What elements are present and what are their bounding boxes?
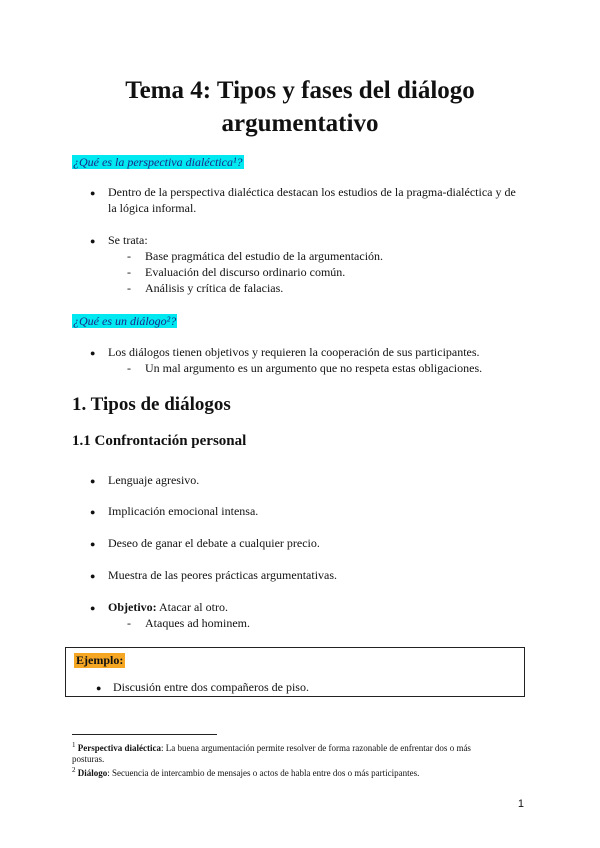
- bullet-icon: ●: [90, 539, 96, 549]
- footnote-divider: [72, 734, 217, 735]
- bullet-icon: ●: [90, 188, 96, 198]
- bullet-icon: ●: [90, 571, 96, 581]
- question-heading-2: ¿Qué es un diálogo²?: [73, 314, 177, 328]
- question-heading-1: ¿Qué es la perspectiva dialéctica¹?: [73, 155, 243, 169]
- page-title: Tema 4: Tipos y fases del diálogo argumentativo: [125, 77, 475, 137]
- bullet-icon: ●: [90, 603, 96, 613]
- bullet-icon: ●: [96, 683, 102, 693]
- footnote-2: $^2$ Diálogo: Secuencia de intercambio de mensajes o actos de habla entre dos o más participantes.: [72, 766, 420, 778]
- page-number: 1: [517, 798, 524, 810]
- example-box: Ejemplo: ● Discusión entre dos compañeros de piso.: [65, 647, 525, 697]
- bullet-icon: ●: [90, 348, 96, 358]
- bullet-icon: ●: [90, 476, 96, 486]
- document-page: Tema 4: Tipos y fases del diálogo argumentativo ¿Qué es la perspectiva dialéctica¹? ● Dentro de la perspectiva dialéctica destacan los estudios de la pragma-dialéctica y de la lógica informal. ● Se trata: - Base pragmática del estudio de la argumentación. - Evaluación del discurso ordinario común. - Análisis y crítica de falacias. ¿Qué es un diálogo²? ● Los diálogos tienen objetivos y requieren la cooperación de sus participantes. - Un mal argumento es un argumento que no respeta estas obligaciones. 1. Tipos de diálogos 1.1 Confrontación personal ● Lenguaje agresivo. ● Implicación emocional intensa. ● Deseo de ganar el debate a cualquier precio. ● Muestra de las peores prácticas argumentativas. ● Objetivo: Atacar al otro. - Ataques ad hominem. Ejemplo: ● Discusión entre dos compañeros de piso. $^1$ Perspectiva dialéctica: La buena argumentación permite resolver de forma razonable de enfrentar dos o más posturas. $^2$ Diálogo: Secuencia de intercambio de mensajes o actos de habla entre dos o más participantes. 1: [0, 0, 600, 848]
- bullet-icon: ●: [90, 507, 96, 517]
- section-heading: 1. Tipos de diálogos: [72, 394, 231, 415]
- example-label: Ejemplo:: [76, 653, 124, 667]
- subsection-heading: 1.1 Confrontación personal: [72, 433, 247, 449]
- bullet-icon: ●: [90, 236, 96, 246]
- footnote-1: $^1$ Perspectiva dialéctica: La buena argumentación permite resolver de forma razonable de enfrentar dos o más posturas.: [72, 741, 471, 764]
